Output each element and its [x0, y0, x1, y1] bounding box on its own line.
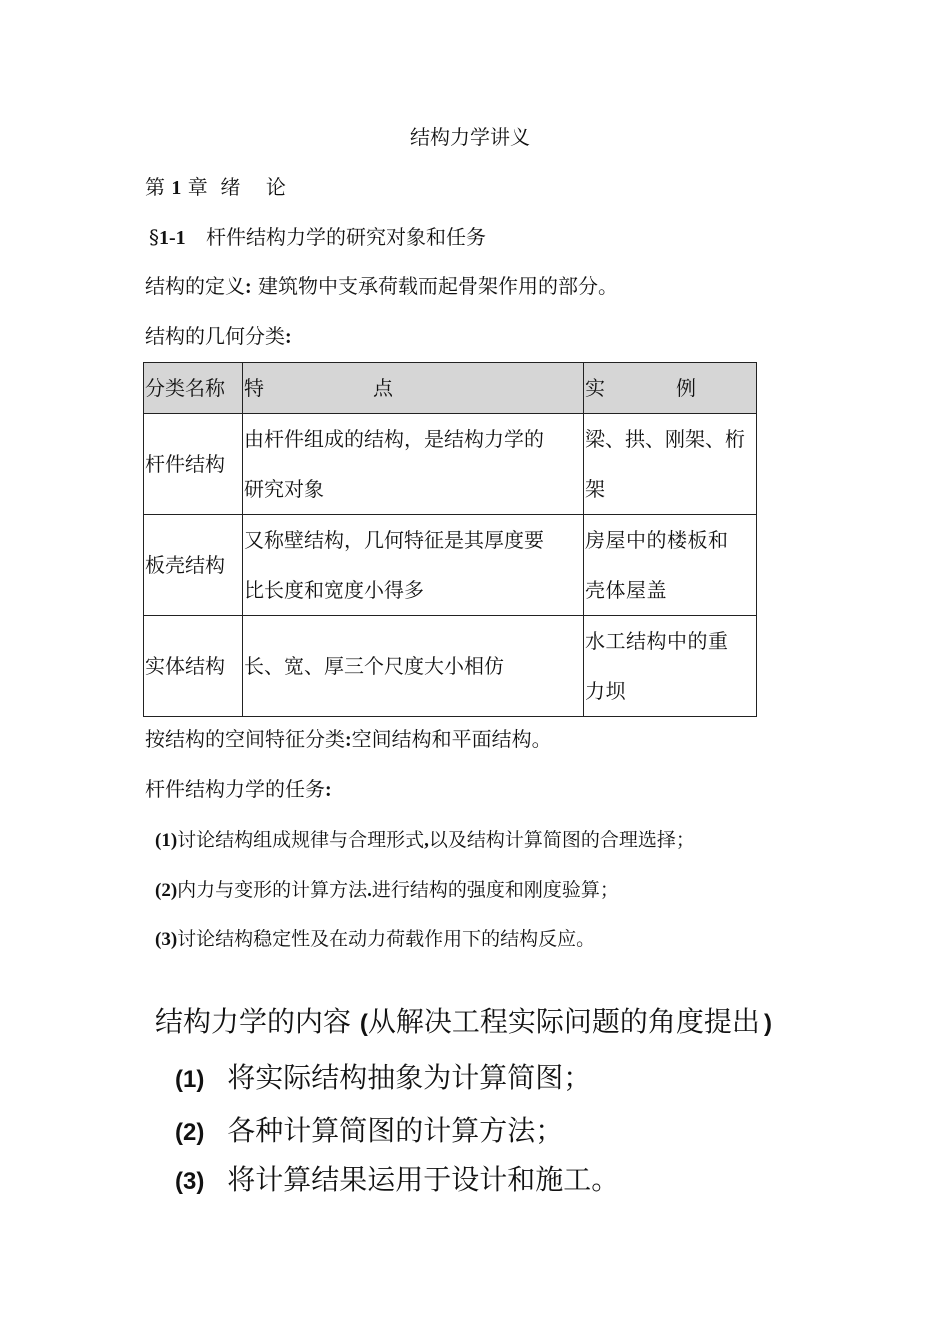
- spatial-text: 空间结构和平面结构。: [351, 727, 552, 751]
- header-feature: 特 点: [243, 363, 584, 414]
- task-separator: .: [367, 880, 372, 901]
- row-feature: 由杆件组成的结构，是结构力学的 研究对象: [243, 414, 584, 515]
- section-title: 杆件结构力学的研究对象和任务: [206, 225, 487, 249]
- content-item-text: 将计算结果运用于设计和施工。: [227, 1163, 620, 1196]
- chapter-heading: [145, 175, 286, 200]
- task-text-cont: 以及结构计算简图的合理选择；: [428, 829, 695, 851]
- section-number: 1-1: [159, 227, 186, 249]
- section-mark: §: [149, 225, 159, 249]
- content-item-number: (2): [175, 1119, 205, 1146]
- row-name: 板壳结构: [144, 515, 243, 616]
- spatial-label: 按结构的空间特征分类: [145, 727, 345, 751]
- content-item: [175, 1114, 563, 1150]
- row-feature: 又称壁结构，几何特征是其厚度要 比长度和宽度小得多: [243, 515, 584, 616]
- table-row: [144, 616, 757, 717]
- spatial-classify-line: [145, 727, 552, 752]
- classification-table: [143, 362, 757, 717]
- table-row: [144, 515, 757, 616]
- content-heading-paren-text: 从解决工程实际问题的角度提出: [367, 1005, 760, 1038]
- paren-close: ): [763, 1010, 772, 1037]
- chapter-title: 章 绪 论: [187, 175, 286, 199]
- definition-label: 结构的定义: [145, 274, 245, 298]
- chapter-prefix: 第: [145, 175, 165, 199]
- content-item-number: (3): [175, 1168, 205, 1195]
- content-item: [175, 1061, 591, 1097]
- definition-line: [145, 274, 618, 299]
- header-example: 实 例: [584, 363, 757, 414]
- tasks-label: [145, 777, 332, 802]
- task-item: [155, 828, 695, 853]
- task-number: (3): [155, 929, 178, 950]
- row-name: 实体结构: [144, 616, 243, 717]
- definition-text: 建筑物中支承荷载而起骨架作用的部分。: [258, 274, 619, 298]
- chapter-number: 1: [171, 177, 182, 199]
- task-text: 讨论结构稳定性及在动力荷载作用下的结构反应。: [177, 928, 596, 950]
- page-title: 结构力学讲义: [410, 125, 530, 149]
- geo-classify-colon: :: [285, 326, 292, 348]
- tasks-label-text: 杆件结构力学的任务: [145, 777, 325, 801]
- task-text: 内力与变形的计算方法: [177, 879, 368, 901]
- table-header-row: [144, 363, 757, 414]
- task-number: (2): [155, 880, 178, 901]
- definition-colon: :: [245, 276, 252, 298]
- header-name: 分类名称: [144, 363, 243, 414]
- geo-classify-label: [145, 324, 292, 349]
- content-heading: [155, 1005, 772, 1041]
- row-name: 杆件结构: [144, 414, 243, 515]
- row-example: 梁、拱、刚架、桁 架: [584, 414, 757, 515]
- geo-classify-text: 结构的几何分类: [145, 324, 285, 348]
- task-text-cont: 进行结构的强度和刚度验算；: [371, 879, 619, 901]
- task-separator: ,: [424, 830, 429, 851]
- task-item: [155, 927, 595, 952]
- spatial-colon: :: [345, 729, 352, 751]
- content-item-number: (1): [175, 1066, 205, 1093]
- row-example: 水工结构中的重 力坝: [584, 616, 757, 717]
- paren-open: (: [359, 1010, 368, 1037]
- content-item-text: 各种计算简图的计算方法；: [227, 1114, 564, 1147]
- task-item: [155, 878, 619, 903]
- content-heading-text: 结构力学的内容: [155, 1005, 352, 1038]
- section-heading: [149, 225, 486, 250]
- task-text: 讨论结构组成规律与合理形式: [177, 829, 425, 851]
- content-item-text: 将实际结构抽象为计算简图；: [227, 1061, 592, 1094]
- content-item: [175, 1163, 619, 1199]
- tasks-label-colon: :: [325, 779, 332, 801]
- row-example: 房屋中的楼板和 壳体屋盖: [584, 515, 757, 616]
- table-row: [144, 414, 757, 515]
- row-feature: 长、宽、厚三个尺度大小相仿: [243, 616, 584, 717]
- task-number: (1): [155, 830, 178, 851]
